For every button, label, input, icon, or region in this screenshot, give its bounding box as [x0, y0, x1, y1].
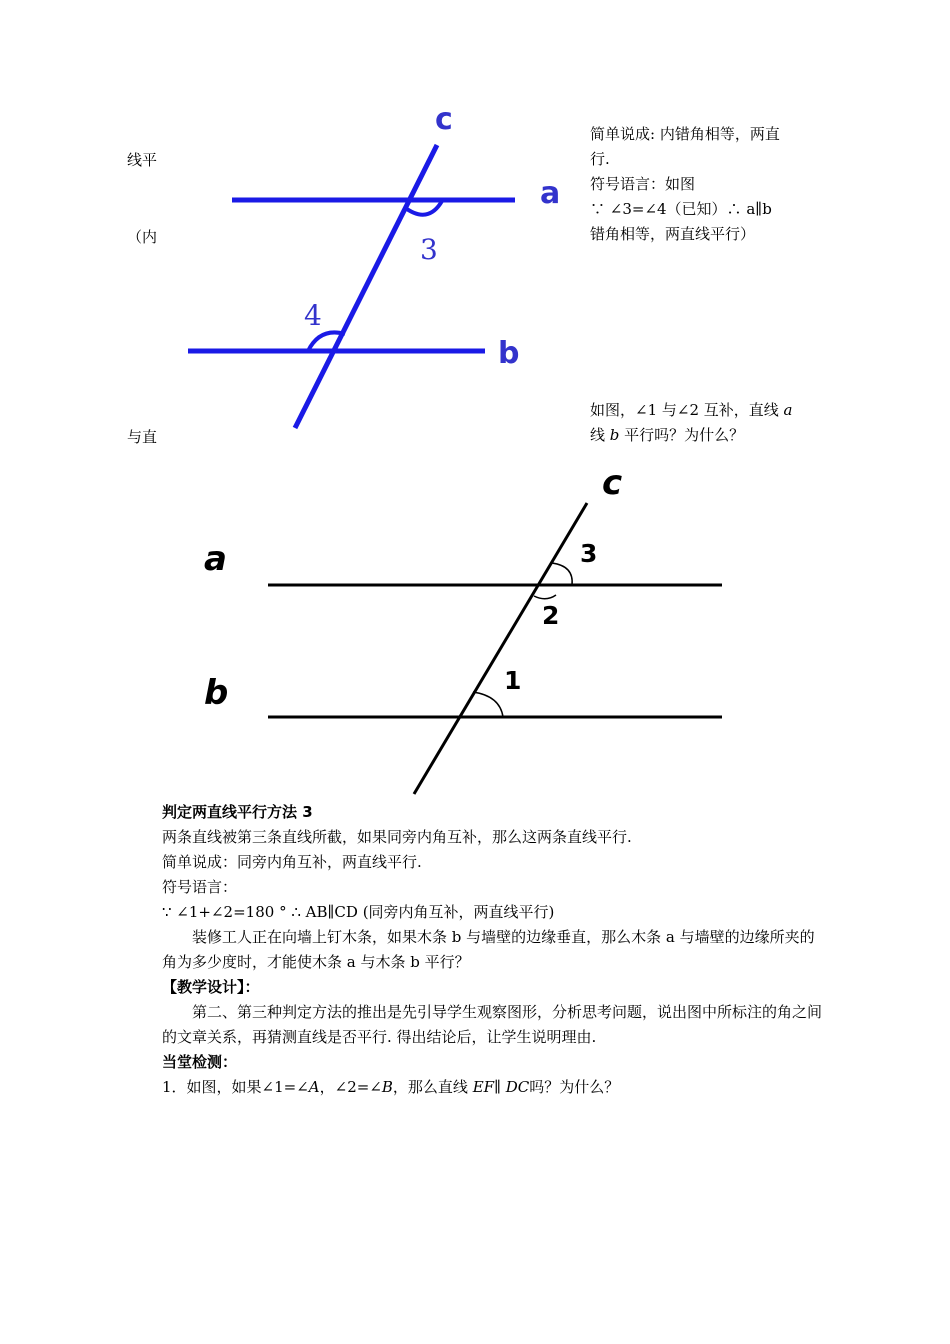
right-note: [590, 122, 820, 247]
label-b: b: [498, 336, 520, 371]
note-line-5: 错角相等，两直线平行）: [590, 225, 756, 243]
note-line-2: 行.: [590, 150, 610, 168]
label-angle-3: 3: [580, 539, 598, 568]
figure-alternate-angles: [180, 95, 580, 435]
label-angle-2: 2: [542, 601, 560, 630]
angle-3-arc: [552, 563, 572, 585]
angle-2-arc: [534, 595, 556, 599]
label-c: c: [602, 463, 623, 503]
note-line-3: 符号语言：如图: [590, 175, 696, 193]
method-3-heading: 判定两直线平行方法 3: [162, 803, 313, 821]
label-angle-3: 3: [420, 233, 438, 266]
symbol-language-label: 符号语言：: [162, 878, 238, 896]
label-a: a: [204, 539, 227, 579]
label-angle-4: 4: [304, 299, 322, 332]
line-c: [414, 503, 587, 794]
question-line-2: 线 b 平行吗？为什么？: [590, 426, 745, 444]
method-3-short: 简单说成：同旁内角互补，两直线平行.: [162, 853, 422, 871]
label-b: b: [204, 673, 229, 713]
label-c: c: [435, 102, 453, 137]
check-heading: 当堂检测：: [162, 1053, 238, 1071]
question-line-1: 如图，∠1 与∠2 互补，直线 a: [590, 401, 793, 419]
label-angle-1: 1: [504, 666, 522, 695]
left-fragment-3: 与直: [127, 428, 158, 446]
left-fragment-1: 线平: [127, 151, 158, 169]
note-line-4: ∵ ∠3=∠4（已知）∴ a∥b: [590, 200, 772, 218]
figure-co-interior-angles: [190, 460, 750, 805]
design-heading: 【教学设计】：: [162, 978, 260, 996]
design-paragraph: 第二、第三种判定方法的推出是先引导学生观察图形，分析思考问题，说出图中所标注的角之间的文章关系，再猜测直线是否平行. 得出结论后，让学生说明理由.: [162, 1003, 823, 1046]
check-question-1: 1．如图，如果∠1=∠A，∠2=∠B，那么直线 EF∥ DC吗？为什么？: [162, 1078, 620, 1096]
symbol-language-formula: ∵ ∠1+∠2=180 ° ∴ AB∥CD (同旁内角互补，两直线平行): [162, 903, 555, 921]
label-a: a: [540, 176, 561, 211]
body-text: [162, 800, 822, 1100]
left-fragment-2: （内: [127, 228, 158, 246]
method-3-statement: 两条直线被第三条直线所截，如果同旁内角互补，那么这两条直线平行.: [162, 828, 632, 846]
carpenter-problem: 装修工人正在向墙上钉木条，如果木条 b 与墙壁的边缘垂直，那么木条 a 与墙壁的边缘所夹的角为多少度时，才能使木条 a 与木条 b 平行？: [162, 928, 815, 971]
line-c: [295, 145, 437, 428]
question-block: [590, 398, 820, 448]
note-line-1: 简单说成: 内错角相等，两直: [590, 125, 780, 143]
angle-1-arc: [473, 692, 503, 717]
